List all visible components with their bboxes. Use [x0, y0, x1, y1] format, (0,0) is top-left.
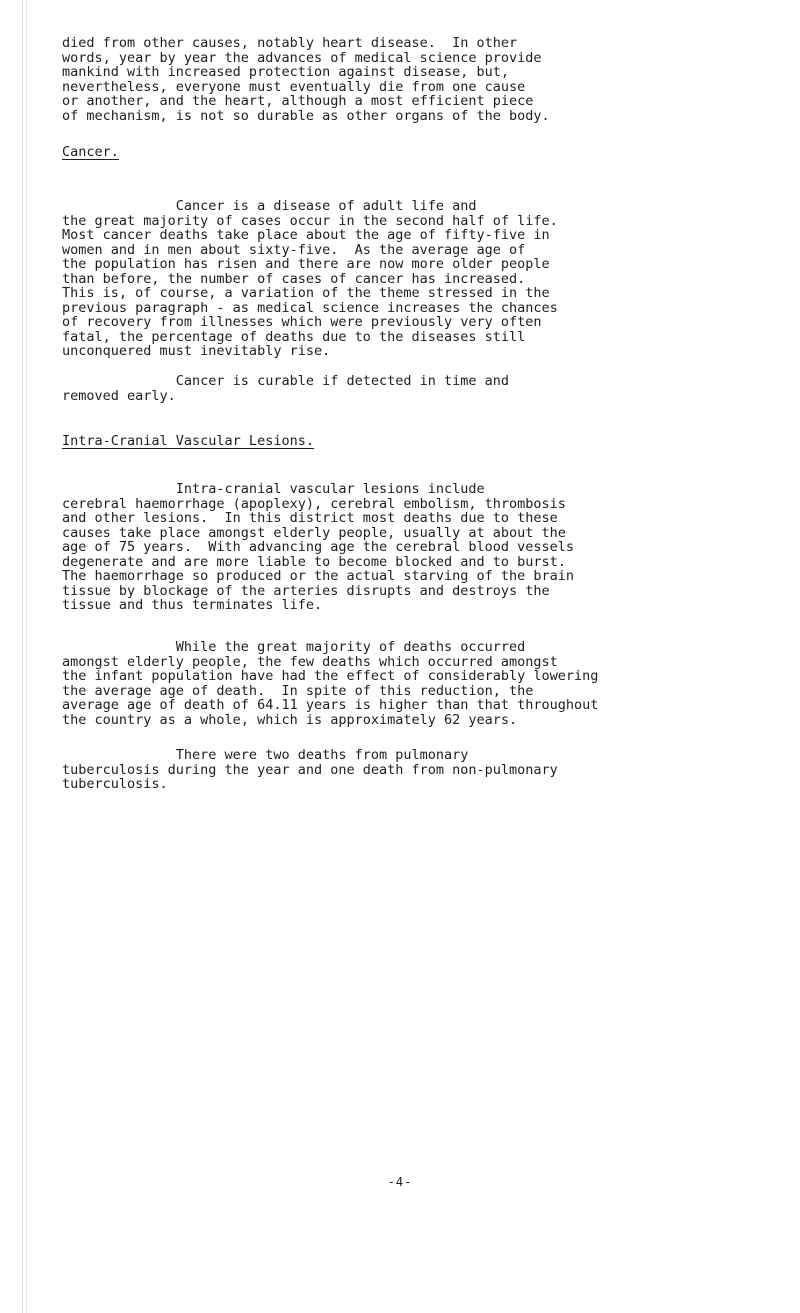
tuberculosis-paragraph: There were two deaths from pulmonary tuberculosis during the year and one death from non-pulmonary tuberculosis. [62, 747, 558, 792]
cancer-paragraph-2: Cancer is curable if detected in time and removed early. [62, 373, 510, 404]
lesions-paragraph-1: Intra-cranial vascular lesions include cerebral haemorrhage (apoplexy), cerebral embolism, thrombosis and other lesions. In this district most deaths due to these causes take place amongst elderly people, usually at about the age of 75 years. With advancing age the cerebral blood vessels degenerate and are more liable to become blocked and to burst. The haemorrhage so produced or the actual starving of the brain tissue by blockage of the arteries disrupts and destroys the tissue and thus terminates life. [62, 481, 575, 613]
lesions-heading: Intra-Cranial Vascular Lesions. [62, 433, 314, 449]
page-number: -4- [387, 1175, 413, 1189]
cancer-paragraph-1: Cancer is a disease of adult life and the great majority of cases occur in the second half of life. Most cancer deaths take place about the age of fifty-five in women and in men about sixty-five. As the average age of the population has risen and there are now more older people than before, the number of cases of cancer has increased. This is, of course, a variation of the theme stressed in the previous paragraph - as medical science increases the chances of recovery from illnesses which were previously very often fatal, the percentage of deaths due to the diseases still unconquered must inevitably rise. [62, 198, 558, 359]
intro-paragraph: died from other causes, notably heart disease. In other words, year by year the advances of medical science provide mankind with increased protection against disease, but, nevertheless, everyone must eventually die from one cause or another, and the heart, although a most efficient piece of mechanism, is not so durable as other organs of the body. [62, 35, 550, 124]
scan-edge-line [22, 0, 23, 1313]
scan-edge-line-inner [26, 0, 27, 1313]
lesions-paragraph-2: While the great majority of deaths occurred amongst elderly people, the few deaths which occurred amongst the infant population have had the effect of considerably lowering the average age of death. In spite of this reduction, the average age of death of 64.11 years is higher than that throughout the country as a whole, which is approximately 62 years. [62, 639, 599, 728]
cancer-heading: Cancer. [62, 144, 119, 160]
